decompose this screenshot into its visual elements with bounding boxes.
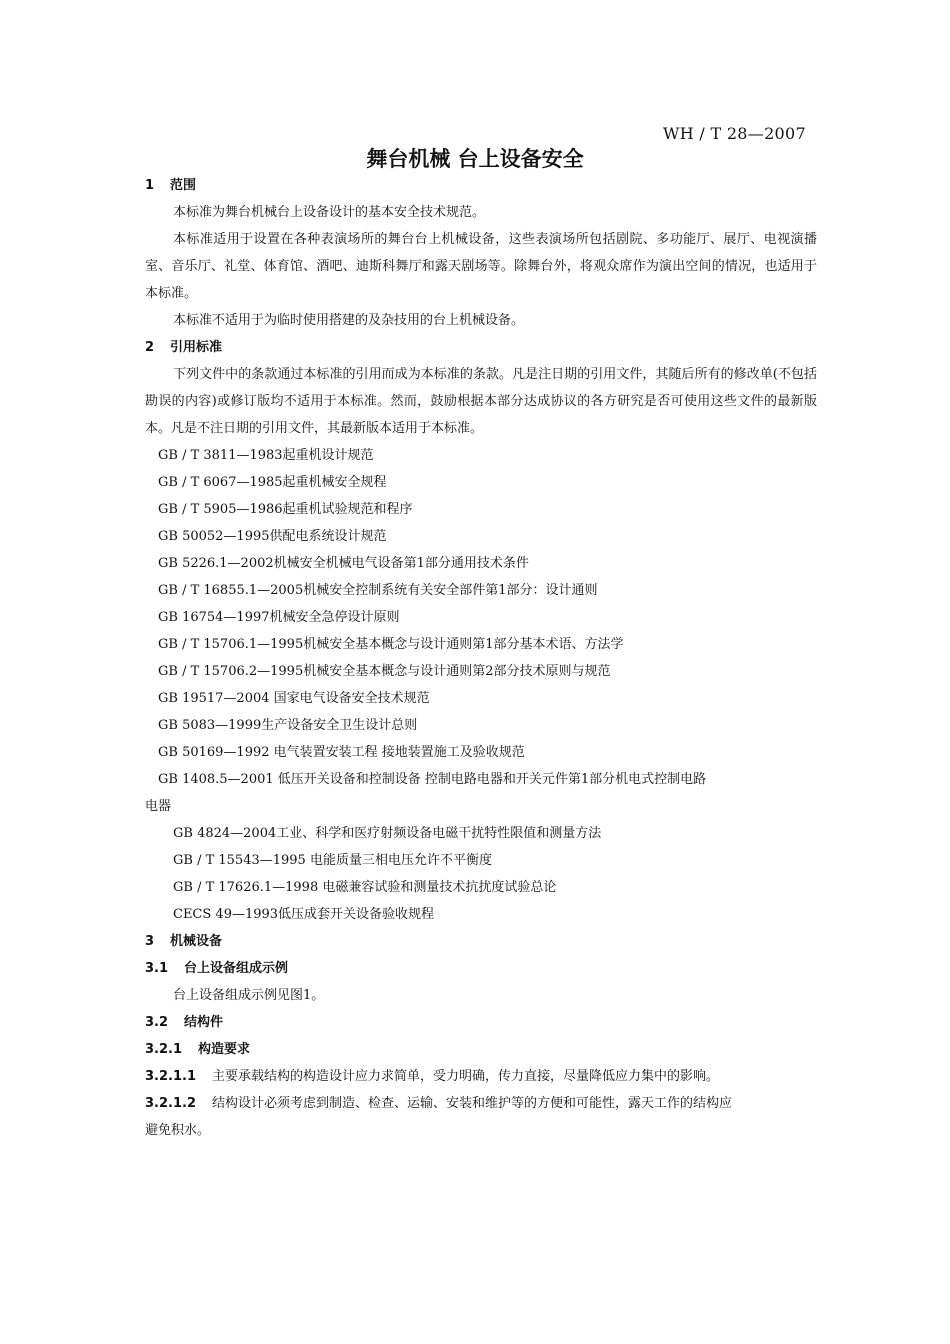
reference-item: GB / T 15706.1—1995机械安全基本概念与设计通则第1部分基本术语、方法学: [158, 637, 624, 652]
paragraph: 本标准适用于设置在各种表演场所的舞台台上机械设备，这些表演场所包括剧院、多功能厅、展厅、电视演播室、音乐厅、礼堂、体育馆、酒吧、迪斯科舞厅和露天剧场等。除舞台外，将观众席作为演出空间的情况，也适用于本标准。: [145, 232, 817, 301]
reference-item: GB / T 5905—1986起重机试验规范和程序: [158, 502, 413, 517]
subsection-title: 结构件: [184, 1015, 224, 1030]
reference-item: GB / T 6067—1985起重机械安全规程: [158, 475, 387, 490]
reference-item: GB 4824—2004工业、科学和医疗射频设备电磁干扰特性限值和测量方法: [173, 826, 602, 841]
reference-item: GB / T 3811—1983起重机设计规范: [158, 448, 374, 463]
clause-number: 3.2.1.1: [145, 1069, 196, 1084]
clause: [145, 1063, 817, 1090]
clause-number: 3.2.1.2: [145, 1096, 196, 1111]
section-heading: [145, 334, 817, 361]
reference-item: GB / T 15543—1995 电能质量三相电压允许不平衡度: [173, 853, 492, 868]
subsection-title: 构造要求: [198, 1042, 251, 1057]
section-number: 3: [145, 934, 155, 949]
subsection-heading: [145, 1009, 817, 1036]
reference-item: GB 16754—1997机械安全急停设计原则: [158, 610, 400, 625]
section-title: 引用标准: [170, 340, 223, 355]
section-number: 1: [145, 178, 155, 193]
reference-item: GB 1408.5—2001 低压开关设备和控制设备 控制电路电器和开关元件第1部分机电式控制电路: [158, 772, 707, 787]
subsection-number: 3.1: [145, 961, 169, 976]
reference-item: GB 19517—2004 国家电气设备安全技术规范: [158, 691, 430, 706]
subsection-number: 3.2.1: [145, 1042, 183, 1057]
reference-item: GB 5226.1—2002机械安全机械电气设备第1部分通用技术条件: [158, 556, 529, 571]
clause-text: 结构设计必须考虑到制造、检查、运输、安装和维护等的方便和可能性，露天工作的结构应: [212, 1096, 733, 1111]
subsection-heading: [145, 955, 817, 982]
section-title: 范围: [170, 178, 197, 193]
section-heading: [145, 928, 817, 955]
subsection-heading: [145, 1036, 817, 1063]
reference-item: GB / T 17626.1—1998 电磁兼容试验和测量技术抗扰度试验总论: [173, 880, 557, 895]
subsection-number: 3.2: [145, 1015, 169, 1030]
reference-item: GB 50052—1995供配电系统设计规范: [158, 529, 387, 544]
reference-item: CECS 49—1993低压成套开关设备验收规程: [173, 907, 435, 922]
paragraph: 本标准不适用于为临时使用搭建的及杂技用的台上机械设备。: [173, 313, 525, 328]
subsection-title: 台上设备组成示例: [184, 961, 289, 976]
clause: [145, 1090, 817, 1117]
document-title: 舞台机械 台上设备安全: [366, 147, 584, 171]
section-number: 2: [145, 340, 155, 355]
paragraph: 台上设备组成示例见图1。: [173, 988, 325, 1003]
reference-item: GB / T 16855.1—2005机械安全控制系统有关安全部件第1部分：设计通则: [158, 583, 598, 598]
reference-item-continuation: 电器: [145, 799, 172, 814]
document-body: [145, 172, 817, 1144]
clause-continuation: 避免积水。: [145, 1123, 211, 1138]
reference-item: GB 5083—1999生产设备安全卫生设计总则: [158, 718, 418, 733]
paragraph: 本标准为舞台机械台上设备设计的基本安全技术规范。: [173, 205, 486, 220]
standard-code: WH / T 28—2007: [663, 124, 806, 143]
section-heading: [145, 172, 817, 199]
reference-item: GB / T 15706.2—1995机械安全基本概念与设计通则第2部分技术原则与规范: [158, 664, 611, 679]
reference-item: GB 50169—1992 电气装置安装工程 接地装置施工及验收规范: [158, 745, 525, 760]
paragraph: 下列文件中的条款通过本标准的引用而成为本标准的条款。凡是注日期的引用文件，其随后所有的修改单(不包括勘误的内容)或修订版均不适用于本标准。然而，鼓励根据本部分达成协议的各方研究是否可使用这些文件的最新版本。凡是不注日期的引用文件，其最新版本适用于本标准。: [145, 367, 817, 436]
clause-text: 主要承载结构的构造设计应力求简单，受力明确，传力直接，尽量降低应力集中的影响。: [212, 1069, 720, 1084]
section-title: 机械设备: [170, 934, 223, 949]
